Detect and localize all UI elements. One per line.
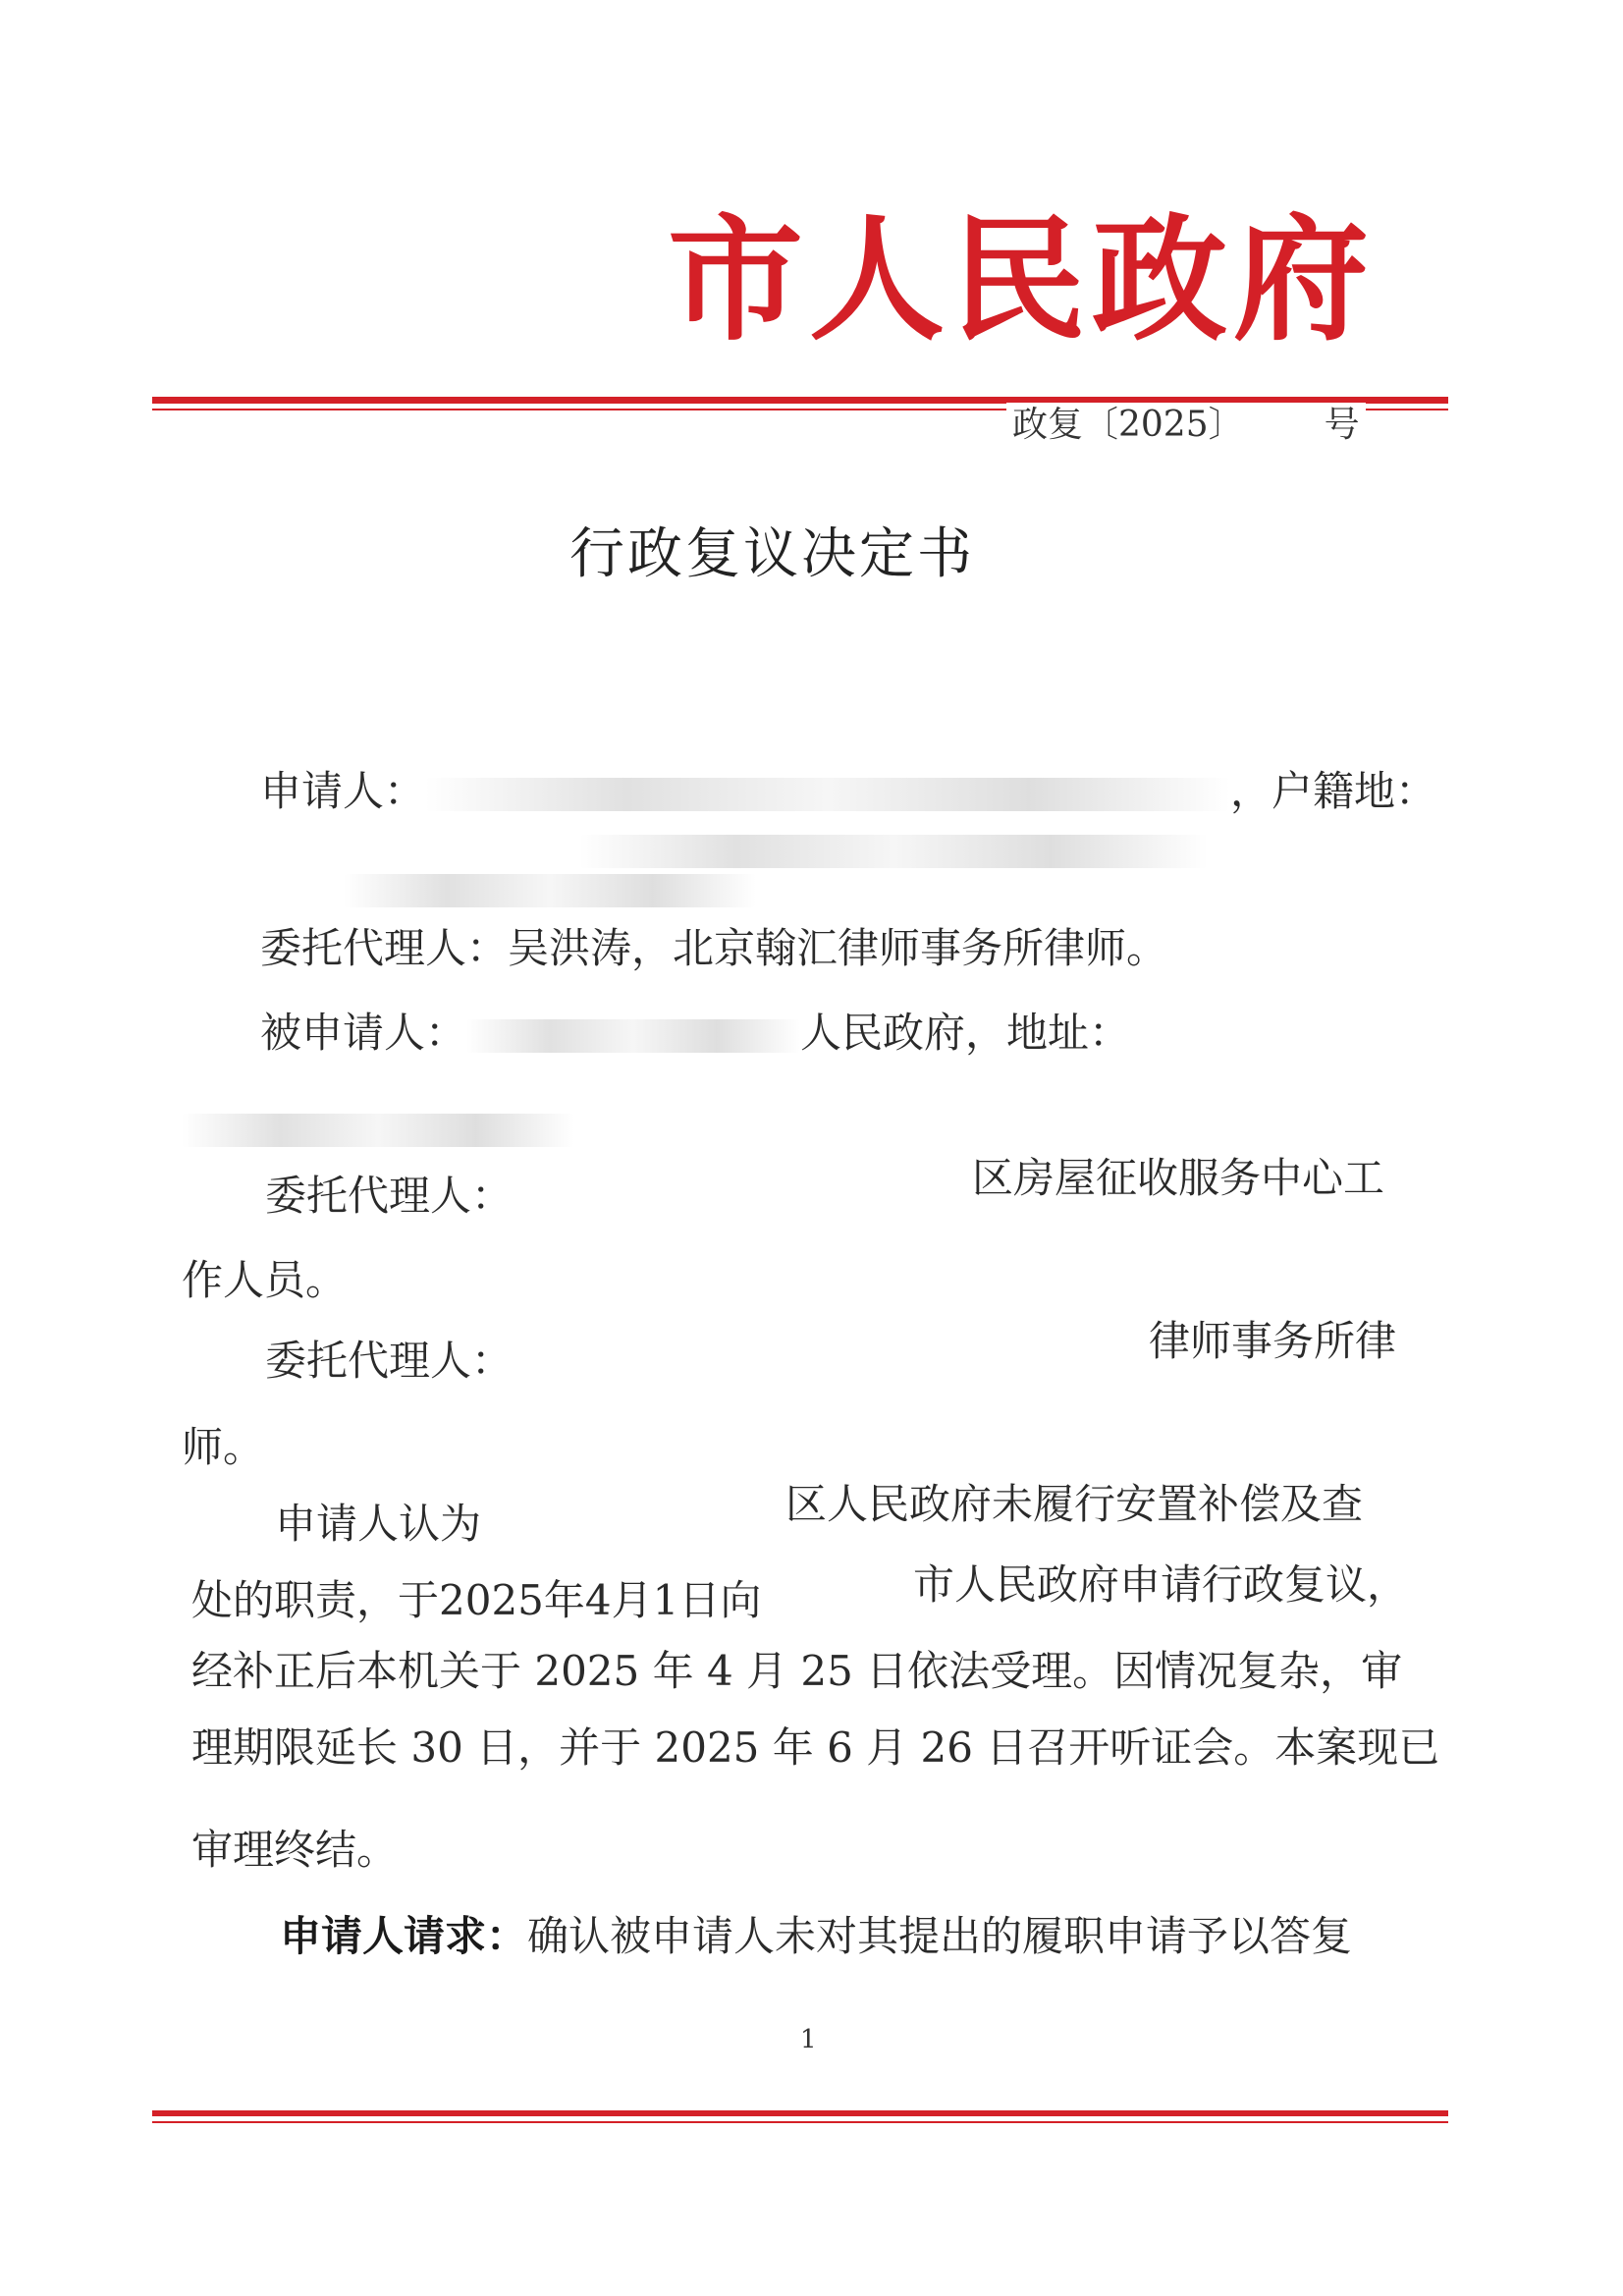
agent-lawfirm-tail: 律师事务所律 [1149, 1317, 1397, 1365]
respondent-text: 人民政府，地址： [800, 1009, 1131, 1057]
body-line-1a: 申请人认为 [275, 1500, 482, 1548]
body-line-4: 理期限延长 30 日，并于 2025 年 6 月 26 日召开听证会。本案现已 [191, 1723, 1440, 1772]
request-line [280, 1909, 1352, 1964]
document-number-suffix: 号 [1324, 405, 1360, 445]
agent-center-cont: 作人员。 [182, 1256, 348, 1304]
redacted-line [182, 1100, 574, 1155]
redacted-block [182, 1114, 574, 1147]
issuer-title: 市人民政府 [668, 199, 1376, 359]
agent-center-tail: 区房屋征收服务中心工 [972, 1154, 1385, 1202]
document-number-prefix: 政复〔2025〕 [1012, 405, 1244, 445]
body-line-2b: 市人民政府申请行政复议， [913, 1560, 1409, 1609]
footer-red-rule-thin [152, 2121, 1448, 2123]
request-text: 确认被申请人未对其提出的履职申请予以答复 [527, 1912, 1353, 1960]
body-line-2a: 处的职责，于2025年4月1日向 [191, 1576, 762, 1624]
respondent-line [260, 1006, 1130, 1061]
page-number: 1 [800, 2025, 817, 2054]
document-number [1006, 403, 1366, 448]
document-heading: 行政复议决定书 [569, 522, 975, 586]
redacted-block [466, 1019, 800, 1053]
agent-center-label: 委托代理人： [265, 1172, 514, 1220]
body-line-1b: 区人民政府未履行安置补偿及查 [785, 1480, 1364, 1528]
respondent-label: 被申请人： [260, 1009, 467, 1057]
footer-red-rule-thick [152, 2110, 1448, 2116]
agent-lawfirm-label: 委托代理人： [265, 1337, 514, 1385]
body-line-5: 审理终结。 [191, 1826, 399, 1874]
redacted-block [425, 778, 1230, 811]
agent-wu-line: 委托代理人：吴洪涛，北京翰汇律师事务所律师。 [260, 924, 1168, 972]
redacted-block [344, 874, 756, 907]
agent-lawfirm-cont: 师。 [182, 1423, 265, 1471]
applicant-line [260, 764, 1436, 819]
applicant-label: 申请人： [260, 767, 426, 815]
body-line-3: 经补正后本机关于 2025 年 4 月 25 日依法受理。因情况复杂，审 [191, 1647, 1403, 1695]
request-label: 申请人请求： [280, 1912, 528, 1960]
applicant-tail: ，户籍地： [1230, 767, 1437, 815]
redacted-line [344, 860, 756, 915]
